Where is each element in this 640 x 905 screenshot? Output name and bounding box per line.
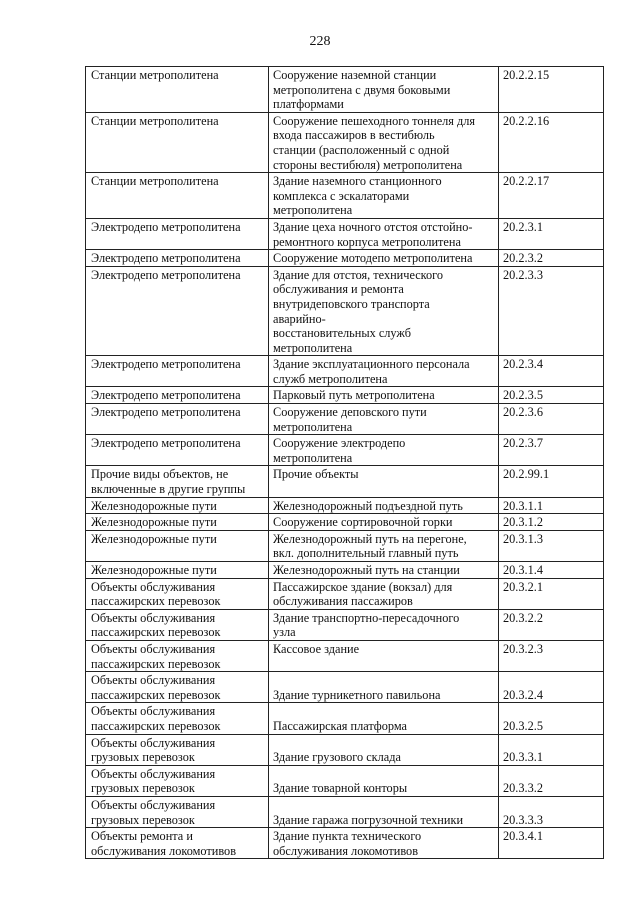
table-row (86, 404, 604, 435)
object-name-cell: Здание гаража погрузочной техники (269, 796, 499, 827)
table-row (86, 356, 604, 387)
object-name-cell: Здание пункта технического обслуживания локомотивов (269, 828, 499, 859)
object-name-cell: Здание транспортно-пересадочного узла (269, 609, 499, 640)
table-row (86, 435, 604, 466)
object-type-cell: Электродепо метрополитена (86, 404, 269, 435)
table-row (86, 828, 604, 859)
object-code-cell: 20.3.2.5 (499, 703, 604, 734)
object-name-cell: Сооружение наземной станции метрополитена с двумя боковыми платформами (269, 67, 499, 113)
table-row (86, 112, 604, 172)
object-name-cell: Сооружение электродепо метрополитена (269, 435, 499, 466)
object-code-cell: 20.3.2.1 (499, 578, 604, 609)
object-code-cell: 20.3.3.2 (499, 765, 604, 796)
object-code-cell: 20.3.3.3 (499, 796, 604, 827)
table-row (86, 765, 604, 796)
object-code-cell: 20.2.3.1 (499, 218, 604, 249)
object-code-cell: 20.3.2.4 (499, 672, 604, 703)
object-type-cell: Объекты обслуживания грузовых перевозок (86, 765, 269, 796)
object-code-cell: 20.2.3.3 (499, 266, 604, 356)
object-name-cell: Железнодорожный подъездной путь (269, 497, 499, 514)
object-name-cell: Сооружение мотодепо метрополитена (269, 250, 499, 267)
object-type-cell: Электродепо метрополитена (86, 250, 269, 267)
table-row (86, 734, 604, 765)
table-row (86, 672, 604, 703)
object-code-cell: 20.2.99.1 (499, 466, 604, 497)
object-code-cell: 20.2.2.17 (499, 173, 604, 219)
object-type-cell: Станции метрополитена (86, 173, 269, 219)
object-type-cell: Железнодорожные пути (86, 514, 269, 531)
object-code-cell: 20.2.3.5 (499, 387, 604, 404)
object-type-cell: Прочие виды объектов, не включенные в другие группы (86, 466, 269, 497)
object-type-cell: Электродепо метрополитена (86, 387, 269, 404)
object-code-cell: 20.3.1.1 (499, 497, 604, 514)
table-row (86, 640, 604, 671)
object-name-cell: Здание цеха ночного отстоя отстойно- ремонтного корпуса метрополитена (269, 218, 499, 249)
table-row (86, 562, 604, 579)
table-row (86, 497, 604, 514)
object-name-cell: Сооружение сортировочной горки (269, 514, 499, 531)
object-code-cell: 20.3.1.3 (499, 530, 604, 561)
object-type-cell: Объекты обслуживания пассажирских перевозок (86, 609, 269, 640)
table-row (86, 266, 604, 356)
object-name-cell: Парковый путь метрополитена (269, 387, 499, 404)
object-code-cell: 20.3.4.1 (499, 828, 604, 859)
table-row (86, 173, 604, 219)
table-row (86, 466, 604, 497)
object-code-cell: 20.3.1.4 (499, 562, 604, 579)
page-number: 228 (309, 34, 331, 49)
object-name-cell: Здание наземного станционного комплекса с эскалаторами метрополитена (269, 173, 499, 219)
object-type-cell: Объекты обслуживания пассажирских перевозок (86, 578, 269, 609)
object-type-cell: Объекты обслуживания пассажирских перевозок (86, 672, 269, 703)
object-name-cell: Здание турникетного павильона (269, 672, 499, 703)
object-code-cell: 20.3.2.2 (499, 609, 604, 640)
object-type-cell: Объекты обслуживания грузовых перевозок (86, 796, 269, 827)
classification-table (85, 66, 604, 859)
object-name-cell: Железнодорожный путь на перегоне, вкл. дополнительный главный путь (269, 530, 499, 561)
table-row (86, 578, 604, 609)
object-type-cell: Объекты обслуживания грузовых перевозок (86, 734, 269, 765)
table-row (86, 218, 604, 249)
object-type-cell: Электродепо метрополитена (86, 356, 269, 387)
table-row (86, 703, 604, 734)
object-code-cell: 20.2.3.2 (499, 250, 604, 267)
object-type-cell: Электродепо метрополитена (86, 218, 269, 249)
object-type-cell: Объекты обслуживания пассажирских перевозок (86, 640, 269, 671)
object-name-cell: Здание грузового склада (269, 734, 499, 765)
object-name-cell: Здание товарной конторы (269, 765, 499, 796)
object-code-cell: 20.2.3.4 (499, 356, 604, 387)
object-type-cell: Станции метрополитена (86, 112, 269, 172)
table-row (86, 514, 604, 531)
object-type-cell: Станции метрополитена (86, 67, 269, 113)
object-type-cell: Объекты ремонта и обслуживания локомотивов (86, 828, 269, 859)
object-type-cell: Электродепо метрополитена (86, 435, 269, 466)
object-name-cell: Здание эксплуатационного персонала служб метрополитена (269, 356, 499, 387)
table-row (86, 67, 604, 113)
object-code-cell: 20.3.2.3 (499, 640, 604, 671)
object-type-cell: Железнодорожные пути (86, 562, 269, 579)
object-name-cell: Здание для отстоя, технического обслуживания и ремонта внутридеповского транспорта аварийно- восстановительных служб метрополитена (269, 266, 499, 356)
object-name-cell: Кассовое здание (269, 640, 499, 671)
object-type-cell: Электродепо метрополитена (86, 266, 269, 356)
object-type-cell: Объекты обслуживания пассажирских перевозок (86, 703, 269, 734)
object-code-cell: 20.2.3.7 (499, 435, 604, 466)
object-code-cell: 20.2.2.15 (499, 67, 604, 113)
object-code-cell: 20.3.1.2 (499, 514, 604, 531)
table-row (86, 609, 604, 640)
table-row (86, 796, 604, 827)
object-code-cell: 20.3.3.1 (499, 734, 604, 765)
object-code-cell: 20.2.2.16 (499, 112, 604, 172)
object-name-cell: Железнодорожный путь на станции (269, 562, 499, 579)
object-name-cell: Сооружение деповского пути метрополитена (269, 404, 499, 435)
table-row (86, 250, 604, 267)
object-type-cell: Железнодорожные пути (86, 530, 269, 561)
object-name-cell: Пассажирское здание (вокзал) для обслуживания пассажиров (269, 578, 499, 609)
object-type-cell: Железнодорожные пути (86, 497, 269, 514)
object-code-cell: 20.2.3.6 (499, 404, 604, 435)
object-name-cell: Пассажирская платформа (269, 703, 499, 734)
table-row (86, 530, 604, 561)
table-row (86, 387, 604, 404)
object-name-cell: Сооружение пешеходного тоннеля для входа пассажиров в вестибюль станции (расположенный с одной стороны вестибюля) метрополитена (269, 112, 499, 172)
object-name-cell: Прочие объекты (269, 466, 499, 497)
